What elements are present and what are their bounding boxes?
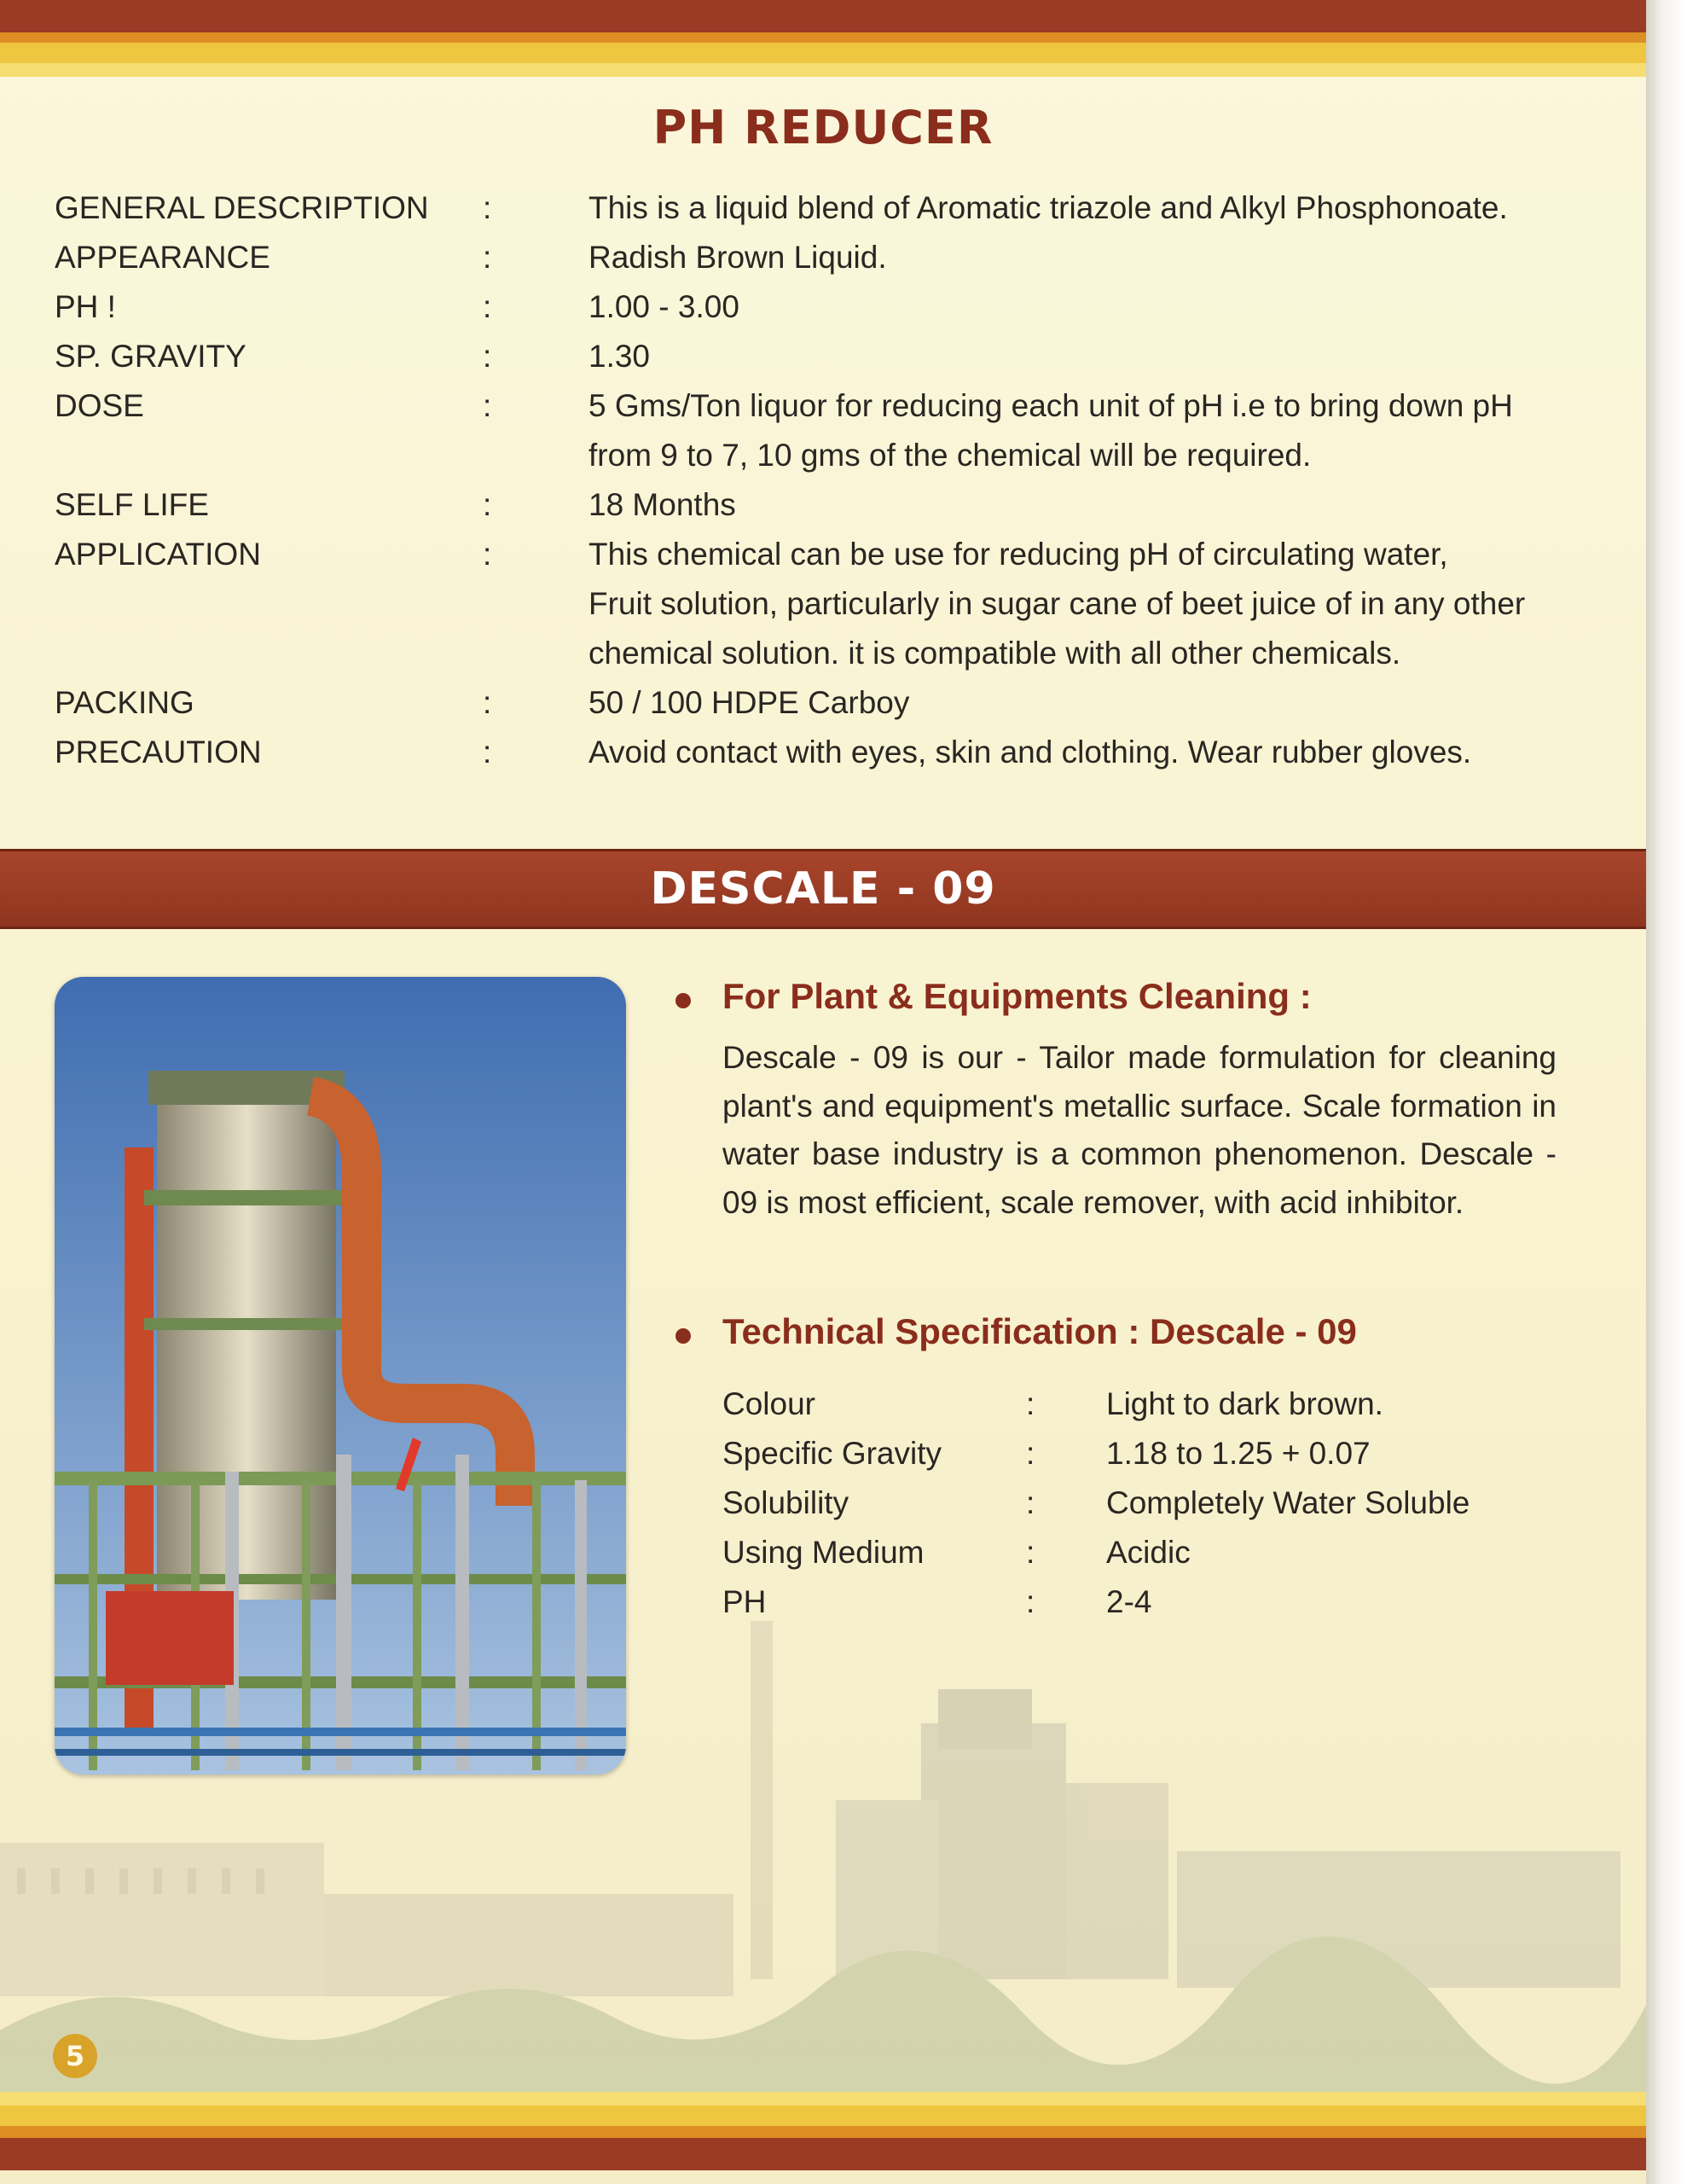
bottom-stripe-orange	[0, 2126, 1646, 2138]
spec-label: SELF LIFE	[55, 487, 209, 522]
top-stripe-lightgold	[0, 63, 1646, 77]
spec-label: GENERAL DESCRIPTION	[55, 190, 429, 225]
spec-value: 50 / 100 HDPE Carboy	[588, 685, 910, 720]
technical-spec-heading: Technical Specification : Descale - 09	[722, 1311, 1357, 1351]
plant-cleaning-description: Descale - 09 is our - Tailor made formulation for cleaning plant's and equipment's metallic surface. Scale formation in water base industry is a common phenomenon. Descale - 09 is most efficient, scale remover, with acid inhibitor.	[722, 1040, 1557, 1220]
spec-label: APPLICATION	[55, 537, 261, 572]
bottom-stripe-maroon	[0, 2138, 1646, 2170]
bullet-icon	[675, 993, 691, 1008]
spec-label: PRECAUTION	[55, 735, 262, 770]
spec-label: DOSE	[55, 388, 144, 423]
spec-value: This is a liquid blend of Aromatic triazole and Alkyl Phosphonoate.	[588, 190, 1508, 225]
bullet-icon	[675, 1328, 691, 1344]
tech-spec-value: Light to dark brown.	[1106, 1386, 1383, 1421]
descale-banner	[0, 849, 1646, 929]
top-stripe-gold	[0, 43, 1646, 63]
spec-value: 1.30	[588, 339, 651, 374]
spec-label: SP. GRAVITY	[55, 339, 246, 374]
tech-spec-label: Specific Gravity	[722, 1436, 942, 1471]
spec-value: Radish Brown Liquid.	[588, 240, 887, 275]
spec-value-line-2: Fruit solution, particularly in sugar cane of beet juice of in any other	[588, 586, 1526, 621]
page-edge-shadow	[1646, 0, 1687, 2184]
spec-label: APPEARANCE	[55, 240, 270, 275]
spec-value: 1.00 - 3.00	[588, 289, 739, 324]
spec-value-line-2: from 9 to 7, 10 gms of the chemical will be required.	[588, 438, 1312, 473]
ph-reducer-title: PH REDUCER	[652, 101, 994, 154]
tech-spec-value: Completely Water Soluble	[1106, 1485, 1470, 1520]
spec-colon: :	[483, 487, 492, 522]
top-stripe-orange	[0, 32, 1646, 43]
tech-spec-label: Solubility	[722, 1485, 849, 1520]
spec-colon: :	[483, 240, 492, 275]
top-stripe-maroon	[0, 0, 1646, 32]
tech-spec-label: PH	[722, 1584, 767, 1619]
tech-spec-value: 2-4	[1106, 1584, 1152, 1619]
spec-colon: :	[483, 735, 492, 770]
plant-cleaning-heading: For Plant & Equipments Cleaning :	[722, 976, 1312, 1016]
spec-colon: :	[483, 685, 492, 720]
page-number-badge: 5	[53, 2034, 97, 2078]
tech-spec-colon: :	[1026, 1436, 1035, 1471]
tech-spec-colon: :	[1026, 1535, 1035, 1570]
tech-spec-label: Using Medium	[722, 1535, 925, 1570]
tech-spec-value: Acidic	[1106, 1535, 1191, 1570]
tech-spec-colon: :	[1026, 1485, 1035, 1520]
spec-value: This chemical can be use for reducing pH of circulating water,	[588, 537, 1448, 572]
spec-colon: :	[483, 289, 492, 324]
tech-spec-label: Colour	[722, 1386, 815, 1421]
spec-colon: :	[483, 388, 492, 423]
spec-colon: :	[483, 339, 492, 374]
spec-label: PACKING	[55, 685, 194, 720]
spec-colon: :	[483, 537, 492, 572]
industrial-plant-photo	[55, 977, 626, 1774]
spec-value-line-3: chemical solution. it is compatible with all other chemicals.	[588, 636, 1401, 671]
spec-label: PH !	[55, 289, 116, 324]
bottom-stripe-gold	[0, 2106, 1646, 2126]
tech-spec-value: 1.18 to 1.25 + 0.07	[1106, 1436, 1371, 1471]
descale-title: DESCALE - 09	[650, 863, 996, 915]
spec-value: 5 Gms/Ton liquor for reducing each unit of pH i.e to bring down pH	[588, 388, 1513, 423]
spec-colon: :	[483, 190, 492, 225]
spec-value: Avoid contact with eyes, skin and clothing. Wear rubber gloves.	[588, 735, 1472, 770]
spec-value: 18 Months	[588, 487, 736, 522]
tech-spec-colon: :	[1026, 1584, 1035, 1619]
bottom-stripe-lightgold	[0, 2092, 1646, 2106]
tech-spec-colon: :	[1026, 1386, 1035, 1421]
